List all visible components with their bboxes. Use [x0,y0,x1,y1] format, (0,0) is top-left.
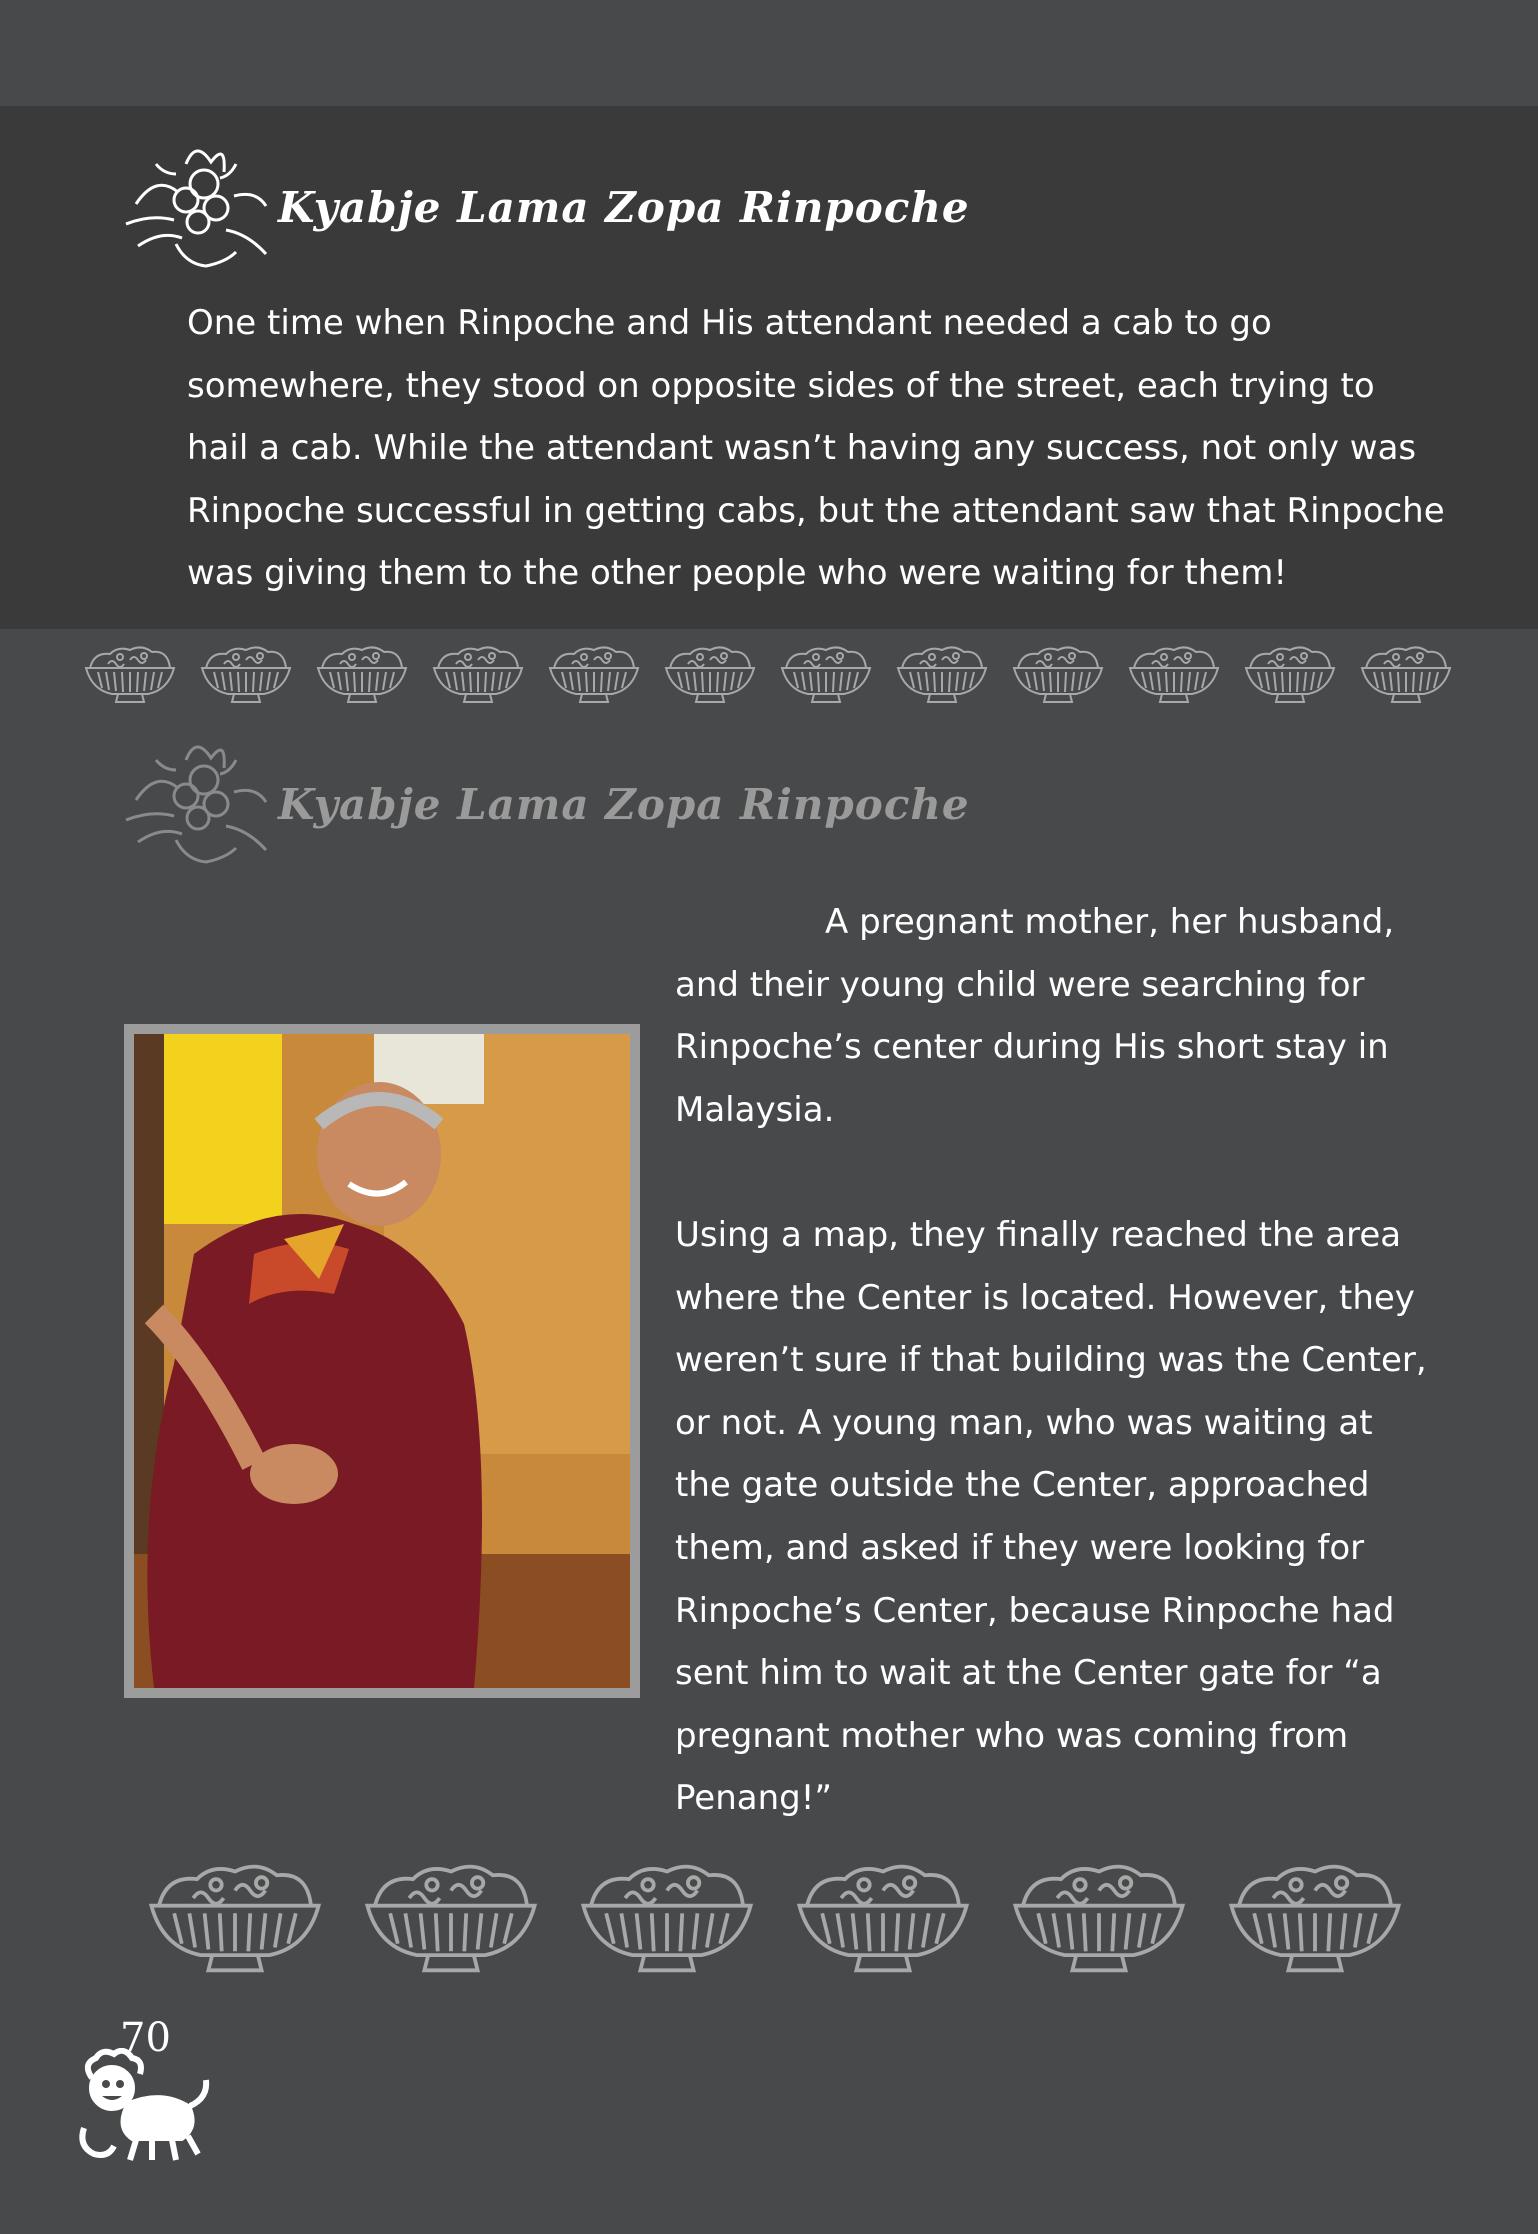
rinpoche-photo [134,1034,630,1688]
story-line: Rinpoche’s Center, because Rinpoche had [675,1590,1395,1631]
offering-bowl-icon [776,644,876,706]
bowl-divider-top [80,644,1456,706]
offering-bowl-icon [428,644,528,706]
story-line: them, and asked if they were looking for [675,1527,1365,1568]
story-line: pregnant mother who was coming from [675,1715,1349,1756]
story-line: somewhere, they stood on opposite sides of the street, each trying to [187,365,1375,406]
story-line: where the Center is located. However, they [675,1277,1415,1318]
offering-bowl-icon [1356,644,1456,706]
story-line: or not. A young man, who was waiting at [675,1402,1373,1443]
offering-bowl-icon [312,644,412,706]
flower-ornament-icon [116,730,276,870]
story-line: and their young child were searching for [675,964,1365,1005]
story-line: hail a cab. While the attendant wasn’t having any success, not only was [187,428,1417,468]
photo-frame [124,1024,640,1698]
offering-bowl-icon [892,644,992,706]
offering-bowl-icon [660,644,760,706]
story-line: Malaysia. [675,1089,835,1130]
offering-bowl-icon [140,1860,330,1978]
offering-bowl-icon [572,1860,762,1978]
story-line: the gate outside the Center, approached [675,1465,1370,1506]
offering-bowl-icon [1220,1860,1410,1978]
story-line: sent him to wait at the Center gate for “a [675,1653,1382,1694]
section2-title: Kyabje Lama Zopa Rinpoche [278,780,970,829]
story-line: Rinpoche’s center during His short stay in [675,1027,1389,1068]
bowl-divider-bottom [140,1860,1410,1978]
story-line: A pregnant mother, her husband, [825,902,1395,942]
story-line: Using a map, they finally reached the area [675,1214,1402,1255]
offering-bowl-icon [788,1860,978,1978]
offering-bowl-icon [80,644,180,706]
story-line: Penang!” [675,1778,832,1819]
story-line: Rinpoche successful in getting cabs, but the attendant saw that Rinpoche [187,490,1445,531]
offering-bowl-icon [544,644,644,706]
page-number: 70 [120,2015,171,2061]
section2-story [675,891,1495,1830]
offering-bowl-icon [1124,644,1224,706]
story-line: was giving them to the other people who were waiting for them! [187,553,1287,593]
offering-bowl-icon [1240,644,1340,706]
offering-bowl-icon [196,644,296,706]
story-line: One time when Rinpoche and His attendant needed a cab to go [187,303,1272,343]
snow-lion-icon [72,2048,212,2168]
story-line: weren’t sure if that building was the Center, [675,1340,1427,1381]
section1-title: Kyabje Lama Zopa Rinpoche [278,183,970,232]
offering-bowl-icon [356,1860,546,1978]
offering-bowl-icon [1008,644,1108,706]
paragraph-gap [675,1141,1495,1204]
section1-story [187,292,1445,605]
offering-bowl-icon [1004,1860,1194,1978]
flower-ornament-icon [116,134,276,274]
